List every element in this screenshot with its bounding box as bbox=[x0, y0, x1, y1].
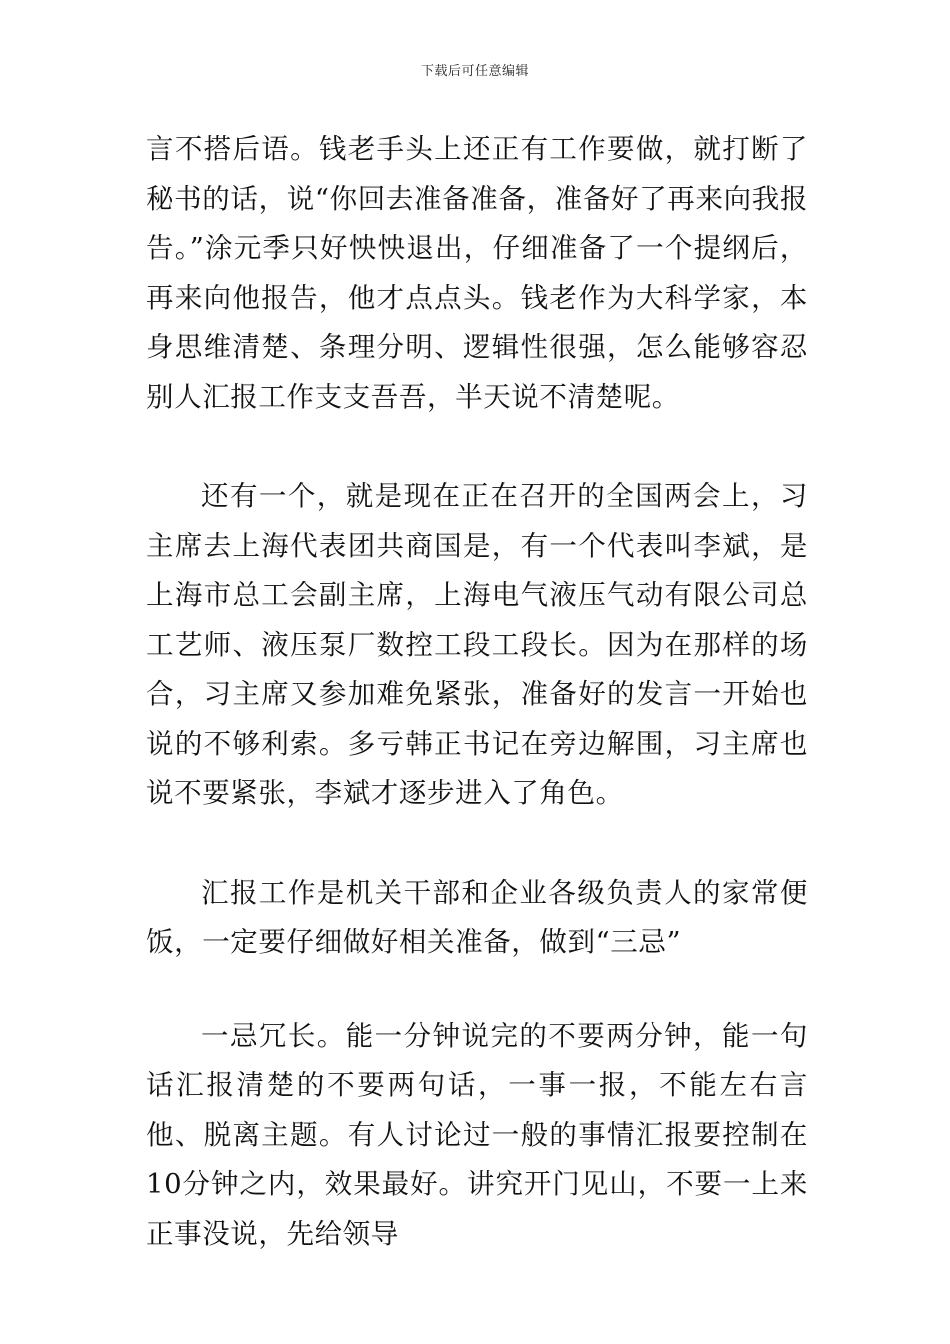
page-header-note: 下载后可任意编辑 bbox=[420, 64, 529, 79]
paragraph-spacer bbox=[146, 968, 808, 1012]
paragraph-spacer bbox=[146, 819, 808, 869]
paragraph-continuation: 言不搭后语。钱老手头上还正有工作要做，就打断了秘书的话，说“你回去准备准备，准备好了再来向我报告。”涂元季只好怏怏退出，仔细准备了一个提纲后，再来向他报告，他才点点头。钱老作为大科学家，本身思维清楚、条理分明、逻辑性很强，怎么能够容忍别人汇报工作支支吾吾，半天说不清楚呢。 bbox=[146, 133, 808, 413]
paragraph-spacer bbox=[146, 422, 808, 472]
paragraph-first-taboo: 一忌冗长。能一分钟说完的不要两分钟，能一句话汇报清楚的不要两句话，一事一报，不能左右言他、脱离主题。有人讨论过一般的事情汇报要控制在10分钟之内，效果最好。讲究开门见山，不要一上来正事没说，先给领导 bbox=[146, 1019, 808, 1250]
paragraph-example: 还有一个，就是现在正在召开的全国两会上，习主席去上海代表团共商国是，有一个代表叫李斌，是上海市总工会副主席，上海电气液压气动有限公司总工艺师、液压泵厂数控工段工段长。因为在那样的场合，习主席又参加难免紧张，准备好的发言一开始也说的不够利索。多亏韩正书记在旁边解围，习主席也说不要紧张，李斌才逐步进入了角色。 bbox=[146, 480, 808, 809]
document-body bbox=[146, 125, 808, 1259]
paragraph-summary: 汇报工作是机关干部和企业各级负责人的家常便饭，一定要仔细做好相关准备，做到“三忌” bbox=[146, 876, 808, 958]
